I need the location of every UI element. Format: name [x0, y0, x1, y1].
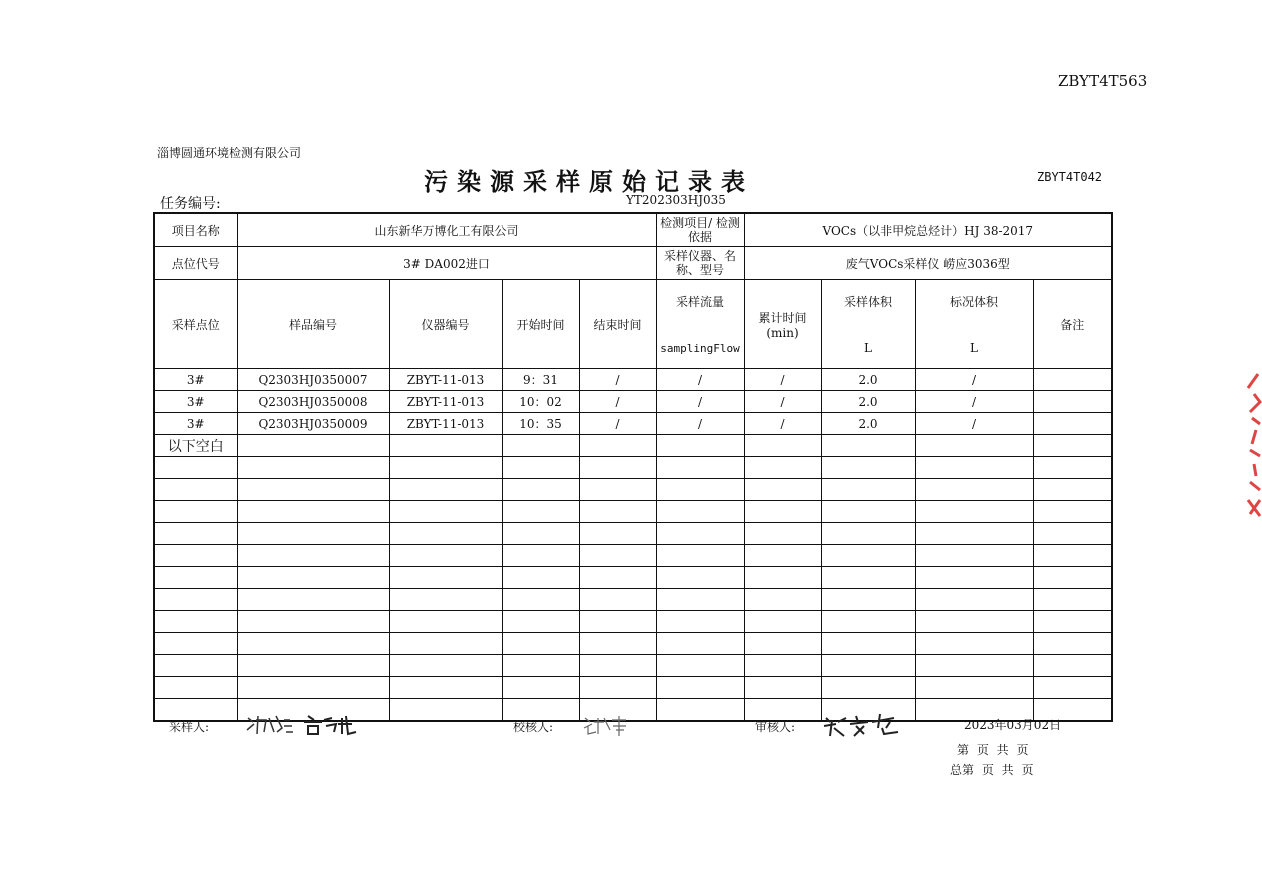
cell-std-volume: / [915, 369, 1033, 391]
col-duration-unit: (min) [766, 325, 799, 340]
cell-end-time [579, 545, 656, 567]
cell-point [154, 501, 237, 523]
cell-volume [821, 655, 915, 677]
cell-std-volume [915, 567, 1033, 589]
col-flow-en: samplingFlow [660, 342, 740, 355]
cell-volume [821, 479, 915, 501]
reviewer-signature [820, 708, 912, 740]
cell-point [154, 677, 237, 699]
cell-volume [821, 501, 915, 523]
cell-duration: / [744, 413, 821, 435]
cell-point [154, 479, 237, 501]
col-volume-unit: L [864, 341, 872, 355]
cell-end-time [579, 633, 656, 655]
col-std-volume-label: 标况体积 [950, 295, 999, 309]
col-flow-label: 采样流量 [676, 295, 725, 309]
cell-remark [1033, 501, 1112, 523]
cell-duration [744, 479, 821, 501]
cell-end-time [579, 611, 656, 633]
cell-volume: 2.0 [821, 369, 915, 391]
cell-flow: / [656, 369, 744, 391]
cell-sample-no: Q2303HJ0350009 [237, 413, 389, 435]
cell-volume [821, 633, 915, 655]
cell-flow [656, 457, 744, 479]
cell-point [154, 523, 237, 545]
instrument-value: 废气VOCs采样仪 崂应3036型 [744, 247, 1112, 280]
table-row [154, 435, 1112, 457]
cell-flow [656, 677, 744, 699]
reviewer-label: 审核人: [755, 720, 796, 734]
cell-duration [744, 567, 821, 589]
total-page-number: 总第 页 共 页 [950, 763, 1034, 777]
point-row [154, 247, 1112, 280]
cell-end-time [579, 457, 656, 479]
cell-end-time [579, 589, 656, 611]
cell-sample-no: Q2303HJ0350008 [237, 391, 389, 413]
cell-point: 3# [154, 369, 237, 391]
table-row [154, 523, 1112, 545]
cell-device-no [389, 545, 502, 567]
col-point: 采样点位 [154, 280, 237, 369]
project-row [154, 213, 1112, 247]
checker-label: 校核人: [513, 720, 554, 734]
cell-sample-no [237, 479, 389, 501]
cell-start-time [502, 479, 579, 501]
table-row [154, 567, 1112, 589]
cell-start-time [502, 655, 579, 677]
cell-volume [821, 545, 915, 567]
task-number: YT202303HJ035 [626, 193, 726, 207]
cell-remark [1033, 369, 1112, 391]
cell-sample-no [237, 567, 389, 589]
cell-duration [744, 435, 821, 457]
cell-remark [1033, 677, 1112, 699]
cell-point [154, 633, 237, 655]
cell-sample-no: Q2303HJ0350007 [237, 369, 389, 391]
instrument-label: 采样仪器、名称、型号 [656, 247, 744, 280]
cell-sample-no [237, 589, 389, 611]
cell-remark [1033, 567, 1112, 589]
column-header-row [154, 280, 1112, 369]
col-start-time: 开始时间 [502, 280, 579, 369]
cell-std-volume: / [915, 413, 1033, 435]
col-remark: 备注 [1033, 280, 1112, 369]
cell-end-time: / [579, 413, 656, 435]
cell-remark [1033, 435, 1112, 457]
company-name: 淄博圆通环境检测有限公司 [157, 146, 302, 160]
cell-std-volume [915, 589, 1033, 611]
cell-device-no [389, 699, 502, 722]
cell-device-no: ZBYT-11-013 [389, 413, 502, 435]
cell-remark [1033, 633, 1112, 655]
col-std-volume-unit: L [970, 341, 978, 355]
cell-end-time [579, 501, 656, 523]
table-row [154, 589, 1112, 611]
col-sample-no: 样品编号 [237, 280, 389, 369]
col-volume [821, 280, 915, 369]
cell-start-time [502, 611, 579, 633]
cell-std-volume [915, 633, 1033, 655]
cell-duration [744, 523, 821, 545]
cell-remark [1033, 611, 1112, 633]
table-row [154, 611, 1112, 633]
cell-flow [656, 523, 744, 545]
cell-device-no [389, 589, 502, 611]
cell-duration [744, 457, 821, 479]
col-volume-label: 采样体积 [844, 295, 893, 309]
cell-point: 3# [154, 391, 237, 413]
point-code-label: 点位代号 [154, 247, 237, 280]
cell-start-time [502, 501, 579, 523]
cell-volume: 2.0 [821, 413, 915, 435]
cell-start-time [502, 435, 579, 457]
table-row [154, 457, 1112, 479]
cell-duration [744, 545, 821, 567]
cell-start-time [502, 677, 579, 699]
data-rows [154, 369, 1112, 722]
table-row [154, 655, 1112, 677]
cell-flow [656, 655, 744, 677]
sampling-record-table [153, 212, 1113, 722]
document-id: ZBYT4T563 [1058, 72, 1148, 90]
cell-volume: 2.0 [821, 391, 915, 413]
table-row [154, 369, 1112, 391]
page-number: 第 页 共 页 [957, 743, 1029, 757]
cell-remark [1033, 479, 1112, 501]
cell-start-time [502, 545, 579, 567]
cell-device-no: ZBYT-11-013 [389, 369, 502, 391]
cell-device-no: ZBYT-11-013 [389, 391, 502, 413]
checker-signature [582, 712, 638, 738]
cell-device-no [389, 523, 502, 545]
cell-flow [656, 545, 744, 567]
cell-flow [656, 611, 744, 633]
cell-device-no [389, 655, 502, 677]
cell-start-time: 10：35 [502, 413, 579, 435]
cell-start-time [502, 633, 579, 655]
cell-std-volume [915, 611, 1033, 633]
table-row [154, 677, 1112, 699]
cell-volume [821, 523, 915, 545]
cell-flow [656, 699, 744, 722]
cell-remark [1033, 457, 1112, 479]
cell-sample-no [237, 633, 389, 655]
cell-device-no [389, 457, 502, 479]
table-row [154, 391, 1112, 413]
cell-point: 3# [154, 413, 237, 435]
cell-point [154, 457, 237, 479]
cell-std-volume [915, 435, 1033, 457]
cell-duration [744, 501, 821, 523]
cell-start-time: 9：31 [502, 369, 579, 391]
cell-duration [744, 655, 821, 677]
table-row [154, 545, 1112, 567]
cell-sample-no [237, 523, 389, 545]
cell-flow [656, 567, 744, 589]
cell-std-volume: / [915, 391, 1033, 413]
cell-end-time [579, 479, 656, 501]
cell-std-volume [915, 457, 1033, 479]
cell-std-volume [915, 677, 1033, 699]
cell-remark [1033, 655, 1112, 677]
table-row [154, 501, 1112, 523]
table-row [154, 633, 1112, 655]
cell-duration [744, 611, 821, 633]
cell-remark [1033, 391, 1112, 413]
point-code-value: 3# DA002进口 [237, 247, 656, 280]
cell-device-no [389, 611, 502, 633]
cell-std-volume [915, 655, 1033, 677]
project-name-value: 山东新华万博化工有限公司 [237, 213, 656, 247]
col-duration-label: 累计时间 [758, 310, 807, 325]
cell-std-volume [915, 545, 1033, 567]
cell-std-volume [915, 479, 1033, 501]
cell-start-time: 10：02 [502, 391, 579, 413]
cell-end-time: / [579, 391, 656, 413]
cell-duration: / [744, 369, 821, 391]
cell-flow [656, 633, 744, 655]
sign-date: 2023年03月02日 [964, 718, 1062, 732]
cell-sample-no [237, 435, 389, 457]
col-device-no: 仪器编号 [389, 280, 502, 369]
cell-duration [744, 589, 821, 611]
col-flow [656, 280, 744, 369]
test-item-value: VOCs（以非甲烷总烃计）HJ 38-2017 [744, 213, 1112, 247]
cell-remark [1033, 523, 1112, 545]
cell-flow [656, 589, 744, 611]
task-number-label: 任务编号: [160, 196, 221, 212]
test-item-label: 检测项目/ 检测依据 [656, 213, 744, 247]
cell-device-no [389, 677, 502, 699]
cell-flow [656, 479, 744, 501]
cell-point [154, 567, 237, 589]
cell-start-time [502, 589, 579, 611]
cell-flow [656, 501, 744, 523]
cell-device-no [389, 633, 502, 655]
cell-flow [656, 435, 744, 457]
cell-device-no [389, 567, 502, 589]
cell-volume [821, 611, 915, 633]
cell-start-time [502, 567, 579, 589]
col-duration [744, 280, 821, 369]
cell-volume [821, 677, 915, 699]
cell-sample-no [237, 655, 389, 677]
cell-sample-no [237, 611, 389, 633]
cell-device-no [389, 479, 502, 501]
cell-device-no [389, 501, 502, 523]
cell-sample-no [237, 677, 389, 699]
cell-remark [1033, 589, 1112, 611]
table-row [154, 479, 1112, 501]
table-row [154, 413, 1112, 435]
cell-point [154, 545, 237, 567]
cell-duration [744, 677, 821, 699]
cell-remark [1033, 545, 1112, 567]
cell-end-time [579, 435, 656, 457]
sampler-signature [244, 710, 369, 738]
cell-sample-no [237, 501, 389, 523]
cell-start-time [502, 523, 579, 545]
cell-duration [744, 633, 821, 655]
cell-duration: / [744, 391, 821, 413]
cell-volume [821, 589, 915, 611]
cell-end-time [579, 655, 656, 677]
cell-end-time: / [579, 369, 656, 391]
blank-note: 以下空白 [154, 435, 237, 457]
cell-std-volume [915, 501, 1033, 523]
cell-volume [821, 457, 915, 479]
cell-point [154, 589, 237, 611]
cell-end-time [579, 523, 656, 545]
red-seal-stamp [1244, 372, 1262, 518]
cell-point [154, 655, 237, 677]
page-title: 污染源采样原始记录表 [424, 167, 754, 196]
cell-std-volume [915, 523, 1033, 545]
cell-remark [1033, 413, 1112, 435]
col-std-volume [915, 280, 1033, 369]
cell-flow: / [656, 413, 744, 435]
sampler-label: 采样人: [169, 720, 210, 734]
cell-flow: / [656, 391, 744, 413]
cell-point [154, 611, 237, 633]
cell-end-time [579, 567, 656, 589]
form-code: ZBYT4T042 [1037, 170, 1103, 184]
cell-sample-no [237, 457, 389, 479]
cell-volume [821, 435, 915, 457]
col-end-time: 结束时间 [579, 280, 656, 369]
cell-volume [821, 567, 915, 589]
cell-end-time [579, 677, 656, 699]
cell-start-time [502, 457, 579, 479]
project-name-label: 项目名称 [154, 213, 237, 247]
cell-device-no [389, 435, 502, 457]
cell-sample-no [237, 545, 389, 567]
